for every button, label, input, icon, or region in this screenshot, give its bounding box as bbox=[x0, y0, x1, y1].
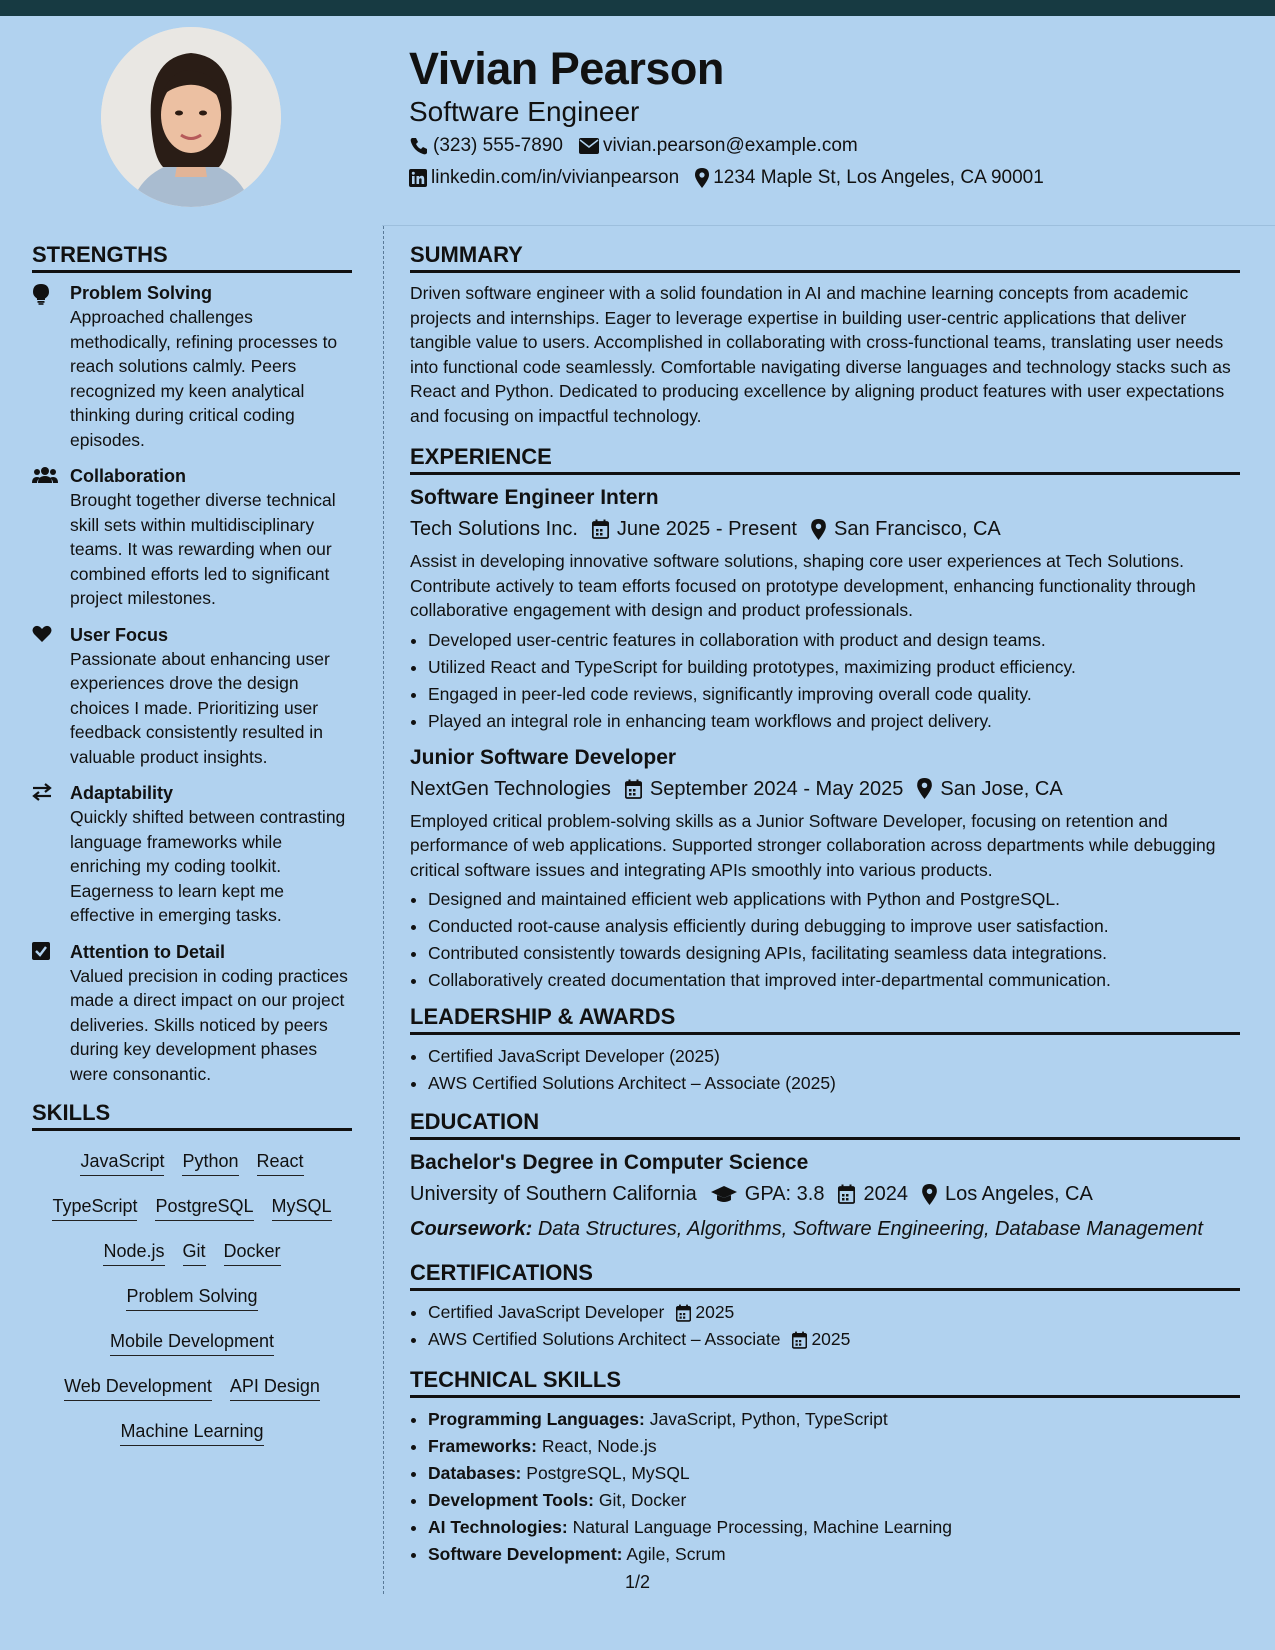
strength-desc: Approached challenges methodically, refining processes to reach solutions calmly. Peers recognized my keen analytical thinking during critical coding episodes. bbox=[70, 307, 338, 450]
certification-name: • Certified JavaScript Developer bbox=[428, 1302, 665, 1322]
strength-title: Attention to Detail bbox=[70, 941, 225, 962]
job-dates bbox=[625, 773, 904, 805]
coursework-text: Data Structures, Algorithms, Software Engineering, Database Management bbox=[537, 1218, 1203, 1240]
education-meta bbox=[410, 1178, 1240, 1210]
checkbox-icon bbox=[32, 940, 70, 1087]
map-marker-icon bbox=[811, 519, 826, 540]
summary-text: Driven software engineer with a solid foundation in AI and machine learning concepts from academic projects and internships. Eager to leverage expertise in building user-centric applications that deliver tangible value to users. Accomplished in collaborating with cross-functional teams, translating user needs into functional code seamlessly. Comfortable navigating diverse languages and technology stacks such as React and Python. Dedicated to producing excellence by aligning product features with user expectations and focusing on impactful technology. bbox=[410, 283, 1231, 426]
job-bullet: • Collaboratively created documentation that improved inter-departmental communication. bbox=[428, 967, 1240, 994]
left-column bbox=[32, 240, 352, 1462]
skills-title: SKILLS bbox=[32, 1098, 352, 1131]
skill-chip: Problem Solving bbox=[126, 1284, 257, 1311]
strength-body bbox=[70, 464, 352, 611]
map-marker-icon bbox=[917, 778, 932, 799]
strength-body bbox=[70, 781, 352, 928]
skills-list bbox=[32, 1139, 352, 1462]
gpa bbox=[711, 1178, 825, 1210]
coursework-label: Coursework: bbox=[410, 1218, 533, 1240]
job-bullets bbox=[410, 627, 1240, 735]
job-bullet: • Played an integral role in enhancing team workflows and project delivery. bbox=[428, 708, 1240, 735]
right-column bbox=[410, 240, 1240, 1576]
strength-body bbox=[70, 623, 352, 770]
coursework bbox=[410, 1214, 1240, 1244]
certification-year: 2025 bbox=[811, 1329, 851, 1349]
resume-header bbox=[409, 40, 1229, 194]
certifications-list bbox=[410, 1299, 1240, 1353]
technical-skill-label: Frameworks: bbox=[428, 1436, 537, 1456]
degree: Bachelor's Degree in Computer Science bbox=[410, 1151, 809, 1174]
leadership-item: • Certified JavaScript Developer (2025) bbox=[428, 1043, 1240, 1070]
technical-skill-item bbox=[428, 1487, 1240, 1514]
company bbox=[410, 773, 611, 805]
map-marker-icon bbox=[922, 1184, 937, 1205]
education-location-text: Los Angeles, CA bbox=[944, 1183, 1093, 1205]
education-year bbox=[838, 1178, 908, 1210]
summary-title: SUMMARY bbox=[410, 240, 1240, 273]
experience-title: EXPERIENCE bbox=[410, 442, 1240, 475]
strength-item bbox=[32, 781, 352, 928]
technical-skill-item bbox=[428, 1433, 1240, 1460]
header-divider bbox=[382, 225, 1275, 226]
technical-skill-value: PostgreSQL, MySQL bbox=[526, 1463, 690, 1483]
technical-skill-item bbox=[428, 1460, 1240, 1487]
job-dates-text: September 2024 - May 2025 bbox=[649, 777, 904, 800]
strengths-list bbox=[32, 281, 352, 1086]
education-year-text: 2024 bbox=[863, 1183, 908, 1205]
job-bullet: • Utilized React and TypeScript for building prototypes, maximizing product efficiency. bbox=[428, 654, 1240, 681]
job-bullets bbox=[410, 886, 1240, 994]
job-bullet: • Engaged in peer-led code reviews, significantly improving overall code quality. bbox=[428, 681, 1240, 708]
technical-skill-item bbox=[428, 1541, 1240, 1568]
technical-skill-value: React, Node.js bbox=[541, 1436, 657, 1456]
skill-chip: JavaScript bbox=[80, 1149, 164, 1176]
skill-chip: MySQL bbox=[272, 1194, 332, 1221]
strength-title: User Focus bbox=[70, 624, 169, 645]
job-bullet: • Designed and maintained efficient web applications with Python and PostgreSQL. bbox=[428, 886, 1240, 913]
technical-skill-label: Development Tools: bbox=[428, 1490, 594, 1510]
leadership-title: LEADERSHIP & AWARDS bbox=[410, 1002, 1240, 1035]
calendar-icon bbox=[676, 1304, 691, 1322]
users-icon bbox=[32, 464, 70, 611]
skill-row bbox=[32, 1413, 352, 1458]
education-location bbox=[922, 1178, 1093, 1210]
exchange-icon bbox=[32, 781, 70, 928]
technical-skill-label: Databases: bbox=[428, 1463, 522, 1483]
top-bar bbox=[0, 0, 1275, 16]
strength-title: Problem Solving bbox=[70, 283, 213, 303]
strength-item bbox=[32, 623, 352, 770]
technical-skill-label: Software Development: bbox=[428, 1544, 623, 1564]
job-meta bbox=[410, 773, 1240, 805]
strength-item bbox=[32, 464, 352, 611]
technical-skill-label: AI Technologies: bbox=[428, 1517, 568, 1537]
skill-chip: Git bbox=[183, 1239, 206, 1266]
strengths-title: STRENGTHS bbox=[32, 240, 352, 273]
strength-title: Collaboration bbox=[70, 466, 186, 486]
leadership-list bbox=[410, 1043, 1240, 1097]
experience-list bbox=[410, 483, 1240, 994]
company-text: NextGen Technologies bbox=[410, 777, 611, 800]
company bbox=[410, 513, 578, 545]
strength-body bbox=[70, 281, 352, 452]
school-text: University of Southern California bbox=[410, 1183, 697, 1205]
calendar-icon bbox=[592, 519, 609, 539]
heart-icon bbox=[32, 623, 70, 770]
education-title: EDUCATION bbox=[410, 1107, 1240, 1140]
certification-name: • AWS Certified Solutions Architect – Associate bbox=[428, 1329, 781, 1349]
skill-chip: Node.js bbox=[103, 1239, 164, 1266]
technical-skill-value: Agile, Scrum bbox=[626, 1544, 726, 1564]
school bbox=[410, 1178, 697, 1210]
page-number: 1/2 bbox=[624, 1572, 651, 1592]
skill-row bbox=[32, 1323, 352, 1368]
skill-row bbox=[32, 1368, 352, 1413]
strength-item bbox=[32, 281, 352, 452]
gpa-text: GPA: 3.8 bbox=[744, 1183, 825, 1205]
skill-chip: API Design bbox=[230, 1374, 320, 1401]
calendar-icon bbox=[625, 779, 642, 799]
envelope-icon bbox=[579, 138, 599, 154]
technical-skill-value: Git, Docker bbox=[598, 1490, 687, 1510]
graduation-cap-icon bbox=[711, 1184, 737, 1204]
candidate-name: Vivian Pearson bbox=[409, 43, 724, 94]
address bbox=[695, 162, 1044, 194]
technical-skill-value: Natural Language Processing, Machine Learning bbox=[572, 1517, 952, 1537]
job-title: Software Engineer Intern bbox=[410, 486, 659, 509]
linkedin-icon bbox=[409, 169, 427, 187]
skill-row bbox=[32, 1278, 352, 1323]
job-location bbox=[811, 513, 1001, 545]
strength-desc: Valued precision in coding practices made a direct impact on our project deliveries. Skills noticed by peers during key development phases were consonantic. bbox=[70, 965, 348, 1084]
strength-desc: Passionate about enhancing user experiences drove the design choices I made. Prioritizing user feedback consistently resulted in valuable product insights. bbox=[70, 648, 330, 767]
certification-item bbox=[428, 1299, 1240, 1326]
job-location bbox=[917, 773, 1062, 805]
skill-chip: Machine Learning bbox=[120, 1419, 263, 1446]
profile-photo bbox=[101, 27, 281, 207]
leadership-item: • AWS Certified Solutions Architect – Associate (2025) bbox=[428, 1070, 1240, 1097]
address-text: 1234 Maple St, Los Angeles, CA 90001 bbox=[713, 167, 1044, 188]
job-entry bbox=[410, 743, 1240, 995]
lightbulb-icon bbox=[32, 281, 70, 452]
column-divider bbox=[383, 226, 384, 1594]
job-dates bbox=[592, 513, 797, 545]
job-description: Employed critical problem-solving skills as a Junior Software Developer, focusing on retention and performance of web applications. Supported stronger collaboration across departments while debugging critical software issues and integrating APIs smoothly into various products. bbox=[410, 810, 1216, 880]
contact-row-2 bbox=[409, 162, 1229, 194]
technical-skills-title: TECHNICAL SKILLS bbox=[410, 1365, 1240, 1398]
job-description: Assist in developing innovative software solutions, shaping core user experiences at Tech Solutions. Contribute actively to team efforts focused on prototype development, enhancing functionality through collaborative engagement with design and product professionals. bbox=[410, 551, 1196, 620]
skill-row bbox=[32, 1188, 352, 1233]
certification-row bbox=[428, 1326, 850, 1353]
calendar-icon bbox=[792, 1331, 807, 1349]
certifications-title: CERTIFICATIONS bbox=[410, 1258, 1240, 1291]
technical-skill-value: JavaScript, Python, TypeScript bbox=[649, 1409, 888, 1429]
email[interactable] bbox=[579, 130, 858, 162]
strength-title: Adaptability bbox=[70, 783, 174, 803]
job-location-text: San Jose, CA bbox=[940, 777, 1063, 800]
phone-icon bbox=[409, 136, 429, 156]
certification-year: 2025 bbox=[695, 1302, 735, 1322]
calendar-icon bbox=[838, 1184, 855, 1204]
job-entry bbox=[410, 483, 1240, 735]
phone bbox=[409, 130, 563, 162]
technical-skill-label: Programming Languages: bbox=[428, 1409, 645, 1429]
job-bullet: • Conducted root-cause analysis efficiently during debugging to improve user satisfaction. bbox=[428, 913, 1240, 940]
skill-chip: Web Development bbox=[64, 1374, 212, 1401]
job-dates-text: June 2025 - Present bbox=[616, 518, 797, 540]
job-location-text: San Francisco, CA bbox=[834, 518, 1001, 540]
skill-chip: PostgreSQL bbox=[155, 1194, 253, 1221]
strength-item bbox=[32, 940, 352, 1087]
skill-chip: React bbox=[257, 1149, 304, 1176]
email-text: vivian.pearson@example.com bbox=[602, 135, 858, 156]
technical-skill-item bbox=[428, 1406, 1240, 1433]
skill-chip: Docker bbox=[224, 1239, 281, 1266]
technical-skills-list bbox=[410, 1406, 1240, 1568]
skill-row bbox=[32, 1143, 352, 1188]
technical-skill-item bbox=[428, 1514, 1240, 1541]
strength-desc: Brought together diverse technical skill sets within multidisciplinary teams. It was rewarding when our combined efforts led to significant project milestones. bbox=[70, 490, 336, 608]
skill-row bbox=[32, 1233, 352, 1278]
map-marker-icon bbox=[695, 168, 709, 188]
certification-item bbox=[428, 1326, 1240, 1353]
job-bullet: • Developed user-centric features in collaboration with product and design teams. bbox=[428, 627, 1240, 654]
job-title: Junior Software Developer bbox=[410, 745, 677, 769]
phone-text: (323) 555-7890 bbox=[433, 135, 563, 156]
skill-chip: Mobile Development bbox=[110, 1329, 274, 1356]
certification-row bbox=[428, 1299, 734, 1326]
contact-row-1 bbox=[409, 130, 1229, 162]
linkedin[interactable] bbox=[409, 162, 679, 194]
job-meta bbox=[410, 513, 1240, 545]
strength-desc: Quickly shifted between contrasting language frameworks while enriching my coding toolkit. Eagerness to learn kept me effective in emerging tasks. bbox=[70, 807, 346, 925]
linkedin-text: linkedin.com/in/vivianpearson bbox=[431, 167, 680, 188]
skill-chip: Python bbox=[182, 1149, 238, 1176]
strength-body bbox=[70, 940, 352, 1087]
skill-chip: TypeScript bbox=[52, 1194, 137, 1221]
job-bullet: • Contributed consistently towards designing APIs, facilitating seamless data integrations. bbox=[428, 940, 1240, 967]
company-text: Tech Solutions Inc. bbox=[410, 518, 578, 540]
candidate-role: Software Engineer bbox=[409, 96, 640, 127]
